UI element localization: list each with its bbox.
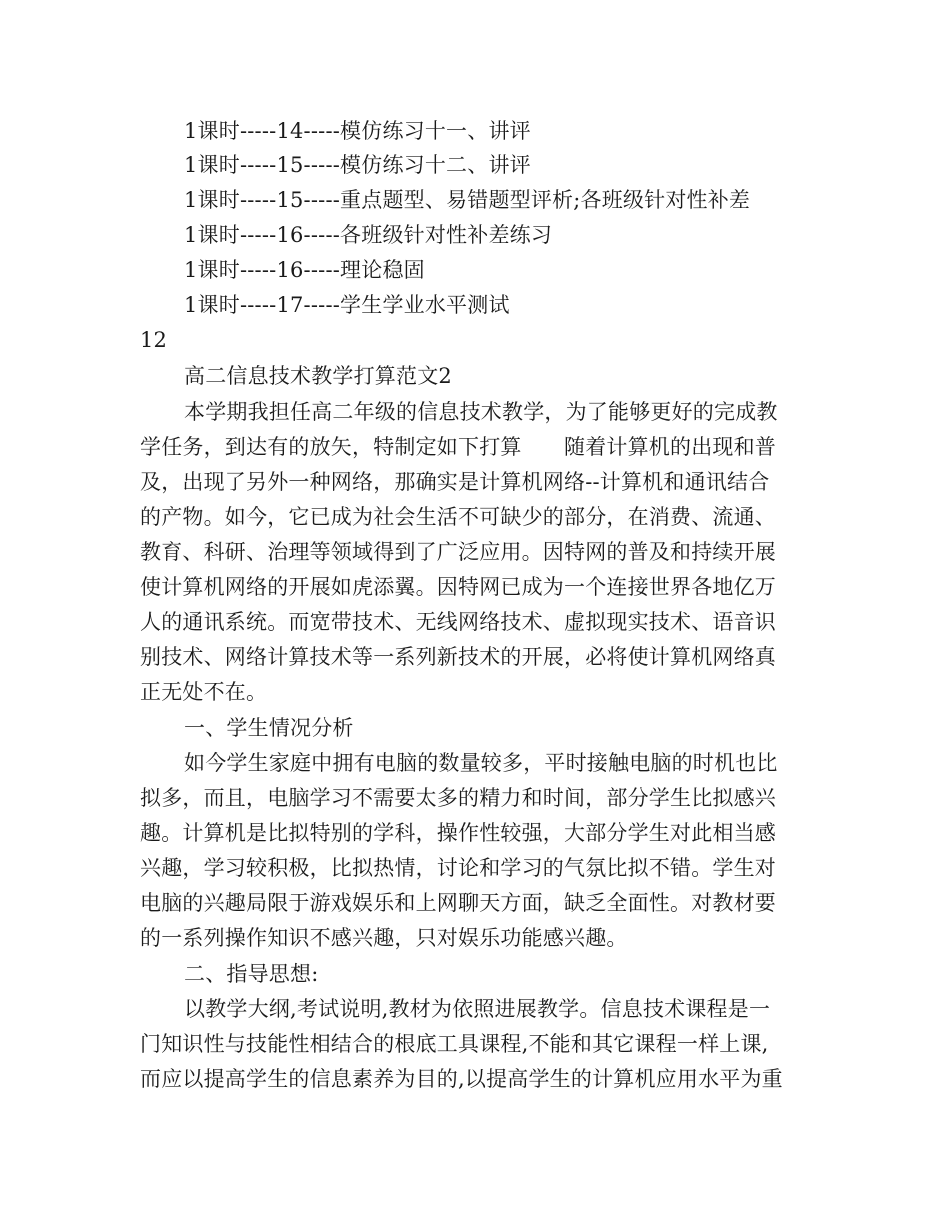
section-heading: 二、指导思想: (184, 962, 319, 986)
paragraph-line: 的一系列操作知识不感兴趣，只对娱乐功能感兴趣。 (140, 926, 628, 950)
paragraph-line: 门知识性与技能性相结合的根底工具课程,不能和其它课程一样上课, (140, 1032, 769, 1056)
paragraph-line: 而应以提高学生的信息素养为目的,以提高学生的计算机应用水平为重 (140, 1067, 783, 1091)
paragraph-line: 本学期我担任高二年级的信息技术教学，为了能够更好的完成教 (184, 400, 778, 424)
paragraph-line: 电脑的兴趣局限于游戏娱乐和上网聊天方面，缺乏全面性。对教材要 (140, 891, 776, 915)
paragraph-line: 别技术、网络计算技术等一系列新技术的开展，必将使计算机网络真 (140, 645, 776, 669)
paragraph-line: 如今学生家庭中拥有电脑的数量较多，平时接触电脑的时机也比 (184, 751, 778, 775)
schedule-line: 1课时-----14-----模仿练习十一、讲评 (184, 119, 531, 143)
paragraph-line: 教育、科研、治理等领域得到了广泛应用。因特网的普及和持续开展 (140, 540, 776, 564)
paragraph-line: 人的通讯系统。而宽带技术、无线网络技术、虚拟现实技术、语音识 (140, 610, 776, 634)
paragraph-line: 兴趣，学习较积极，比拟热情，讨论和学习的气氛比拟不错。学生对 (140, 856, 776, 880)
section-heading: 一、学生情况分析 (184, 716, 354, 740)
paragraph-line: 的产物。如今，它已成为社会生活不可缺少的部分，在消费、流通、 (140, 505, 776, 529)
paragraph-line: 及，出现了另外一种网络，那确实是计算机网络--计算机和通讯结合 (140, 470, 770, 494)
paragraph-line: 学任务，到达有的放矢，特制定如下打算 随着计算机的出现和普 (140, 435, 776, 459)
paragraph-line: 正无处不在。 (140, 680, 268, 704)
schedule-line: 1课时-----15-----重点题型、易错题型评析;各班级针对性补差 (184, 188, 751, 212)
paragraph-line: 以教学大纲,考试说明,教材为依照进展教学。信息技术课程是一 (184, 997, 771, 1021)
schedule-line: 1课时-----17-----学生学业水平测试 (184, 293, 510, 317)
page-number: 12 (140, 328, 168, 352)
schedule-line: 1课时-----16-----各班级针对性补差练习 (184, 223, 553, 247)
paragraph-line: 拟多，而且，电脑学习不需要太多的精力和时间，部分学生比拟感兴 (140, 786, 776, 810)
schedule-line: 1课时-----15-----模仿练习十二、讲评 (184, 153, 531, 177)
paragraph-line: 趣。计算机是比拟特别的学科，操作性较强，大部分学生对此相当感 (140, 821, 776, 845)
paragraph-line: 使计算机网络的开展如虎添翼。因特网已成为一个连接世界各地亿万 (140, 575, 776, 599)
section-title: 高二信息技术教学打算范文2 (184, 364, 452, 388)
schedule-line: 1课时-----16-----理论稳固 (184, 258, 425, 282)
